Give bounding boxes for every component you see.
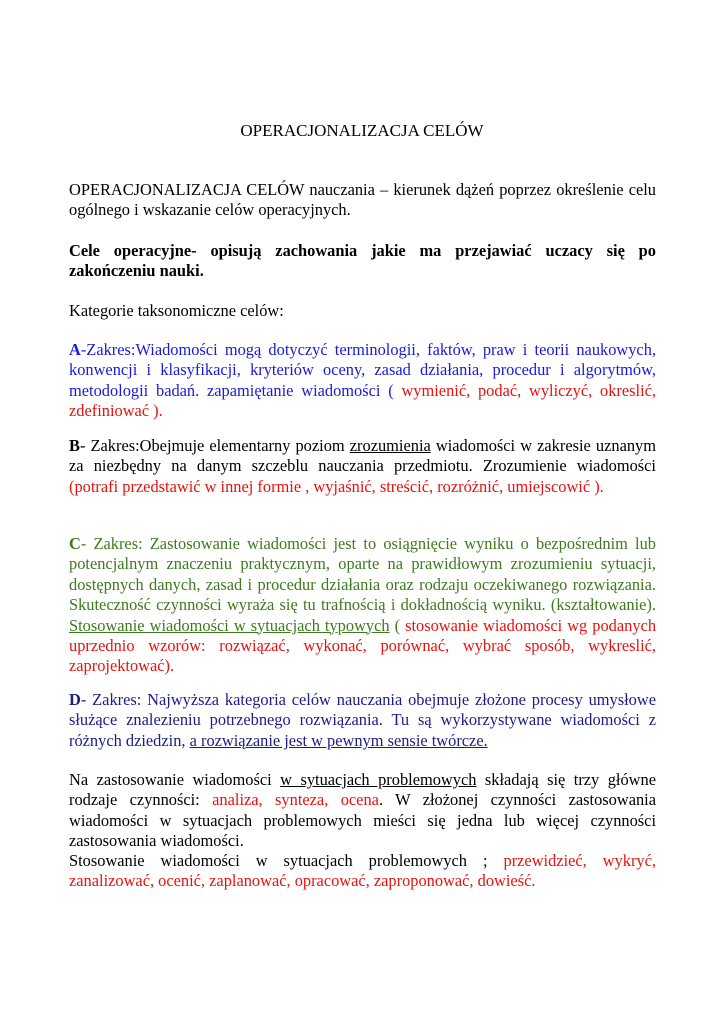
kategorie-heading: Kategorie taksonomiczne celów: [69,301,284,320]
section-c-paragraph [69,534,656,677]
section-c-underlined: Stosowanie wiadomości w sytuacjach typowych [69,615,390,635]
final-paragraph [69,851,656,892]
intro-term: OPERACJONALIZACJA CELÓW [69,180,305,199]
problem-text-2: składają się trzy główne rodzaje czynności: [69,770,656,810]
section-d-underlined: a rozwiązanie jest w pewnym sensie twórcze. [189,730,488,750]
section-b-letter: B [69,436,80,455]
section-d-letter: D [69,690,81,709]
section-b-paragraph [69,436,656,497]
section-a-verbs: wymienić, podać, wyliczyć, okreslić, zdefiniować ). [69,380,657,421]
problem-underlined: w sytuacjach problemowych [280,770,477,789]
section-a-paragraph [69,340,656,422]
intro-paragraph [69,180,656,221]
section-a-letter: A [69,340,81,359]
final-verbs: przewidzieć, wykryć, zanalizować, ocenić, zaplanować, opracować, zaproponować, dowieść. [69,851,656,891]
cele-operacyjne-paragraph: Cele operacyjne- opisują zachowania jakie ma przejawiać uczacy się po zakończeniu nauki. [69,241,656,281]
intro-text: nauczania – kierunek dążeń poprzez określenie celu ogólnego i wskazanie celów operacyjnych. [69,180,656,220]
section-c-letter: C [69,534,81,553]
final-text: Stosowanie wiadomości w sytuacjach problemowych ; [69,851,504,870]
section-b-underlined: zrozumienia [349,436,431,455]
problem-paragraph [69,770,656,852]
section-c-verbs: stosowanie wiadomości wg podanych uprzednio wzorów: rozwiązać, wykonać, porównać, wybrać sposób, wykreslić, zaprojektować). [69,615,657,676]
section-a-text: -Zakres:Wiadomości mogą dotyczyć terminologii, faktów, praw i teorii naukowych, konwencji i klasyfikacji, kryteriów oceny, zasad działania, procedur i algorytmów, metodologii badań. zapamiętanie wiadomości ( [69,340,656,400]
section-c-text-after: ( [389,615,406,635]
section-b-verbs: (potrafi przedstawić w innej formie , wyjaśnić, streścić, rozróżnić, umiejscowić ). [69,476,604,496]
problem-text-3: . W złożonej czynności zastosowania wiadomości w sytuacjach problemowych mieści się jedna lub więcej czynności zastosowania wiadomości. [69,790,656,851]
section-b-text: - Zakres:Obejmuje elementarny poziom [79,436,350,455]
section-b-text-after: wiadomości w zakresie uznanym za niezbędny na danym szczeblu nauczania przedmiotu. Zrozumienie wiadomości [69,436,657,476]
document-title: OPERACJONALIZACJA CELÓW [240,121,484,140]
problem-text-1: Na zastosowanie wiadomości [69,770,281,789]
section-d-text: - Zakres: Najwyższa kategoria celów nauczania obejmuje złożone procesy umysłowe służące znalezieniu potrzebnego rozwiązania. Tu są wykorzystywane wiadomości z różnych dziedzin, [69,690,656,750]
section-c-text: - Zakres: Zastosowanie wiadomości jest to osiągnięcie wyniku o bezpośrednim lub potencjalnym znaczeniu praktycznym, oparte na prawidłowym zrozumieniu sytuacji, dostępnych danych, zasad i procedur działania oraz rodzaju oczekiwanego rozwiązania. Skuteczność czynności wyraża się tu trafnością i dokładnością wyniku. (kształtowanie). [69,534,656,615]
problem-red-words: analiza, synteza, ocena [212,790,379,810]
section-d-paragraph [69,690,656,751]
